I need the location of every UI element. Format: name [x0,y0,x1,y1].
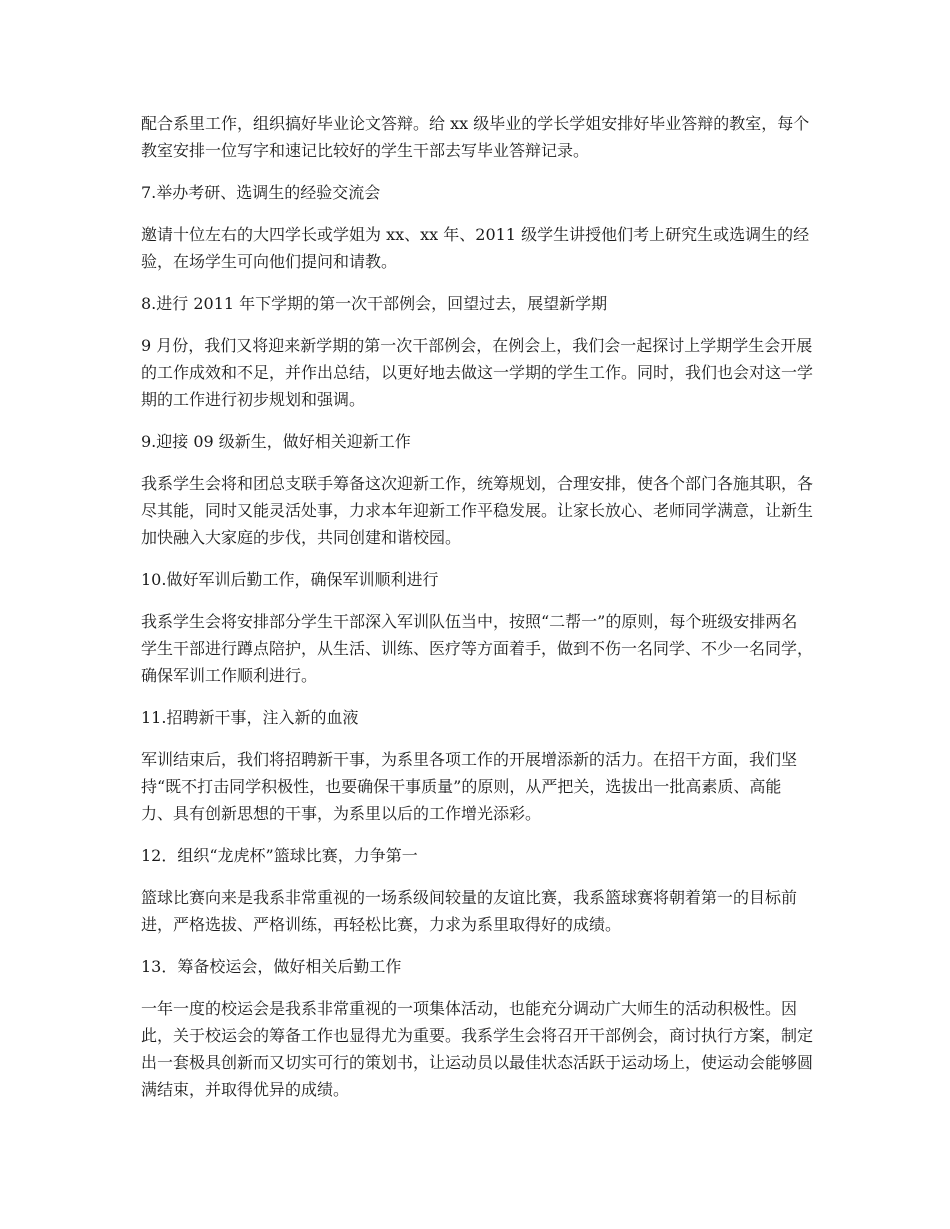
paragraph-exchange-meeting: 邀请十位左右的大四学长或学姐为 xx、xx 年、2011 级学生讲授他们考上研究生或选调生的经验，在场学生可向他们提问和请教。 [141,225,810,271]
heading-item-13: 13．筹备校运会，做好相关后勤工作 [141,957,402,976]
paragraph-defense-arrangement: 配合系里工作，组织搞好毕业论文答辩。给 xx 级毕业的学长学姐安排好毕业答辩的教室，每个教室安排一位写字和速记比较好的学生干部去写毕业答辩记录。 [141,114,810,160]
heading-item-10: 10.做好军训后勤工作，确保军训顺利进行 [141,570,439,589]
heading-item-11: 11.招聘新干事，注入新的血液 [141,708,359,727]
paragraph-welcome-freshmen: 我系学生会将和团总支联手筹备这次迎新工作，统筹规划，合理安排，使各个部门各施其职，各尽其能，同时又能灵活处事，力求本年迎新工作平稳发展。让家长放心、老师同学满意，让新生加快融入大家庭的步伐，共同创建和谐校园。 [141,474,814,547]
paragraph-basketball: 篮球比赛向来是我系非常重视的一场系级间较量的友谊比赛，我系篮球赛将朝着第一的目标前进，严格选拔、严格训练，再轻松比赛，力求为系里取得好的成绩。 [141,888,798,934]
heading-item-8: 8.进行 2011 年下学期的第一次干部例会，回望过去，展望新学期 [141,294,608,313]
paragraph-cadre-meeting: 9 月份，我们又将迎来新学期的第一次干部例会，在例会上，我们会一起探讨上学期学生会开展的工作成效和不足，并作出总结，以更好地去做这一学期的学生工作。同时，我们也会对这一学期的工作进行初步规划和强调。 [141,336,814,409]
paragraph-sports-meet: 一年一度的校运会是我系非常重视的一项集体活动，也能充分调动广大师生的活动积极性。因此，关于校运会的筹备工作也显得尤为重要。我系学生会将召开干部例会，商讨执行方案，制定出一套极具创新而又切实可行的策划书，让运动员以最佳状态活跃于运动场上，使运动会能够圆满结束，并取得优异的成绩。 [141,999,814,1099]
paragraph-military-training: 我系学生会将安排部分学生干部深入军训队伍当中，按照“二帮一”的原则，每个班级安排两名学生干部进行蹲点陪护，从生活、训练、医疗等方面着手，做到不伤一名同学、不少一名同学，确保军训工作顺利进行。 [141,612,814,685]
heading-item-12: 12．组织“龙虎杯”篮球比赛，力争第一 [141,846,418,865]
heading-item-9: 9.迎接 09 级新生，做好相关迎新工作 [141,432,411,451]
paragraph-recruit-staff: 军训结束后，我们将招聘新干事，为系里各项工作的开展增添新的活力。在招干方面，我们坚持“既不打击同学积极性，也要确保干事质量”的原则，从严把关，选拔出一批高素质、高能力、具有创新思想的干事，为系里以后的工作增光添彩。 [141,750,798,823]
document-page [141,110,813,1118]
heading-item-7: 7.举办考研、选调生的经验交流会 [141,183,381,202]
